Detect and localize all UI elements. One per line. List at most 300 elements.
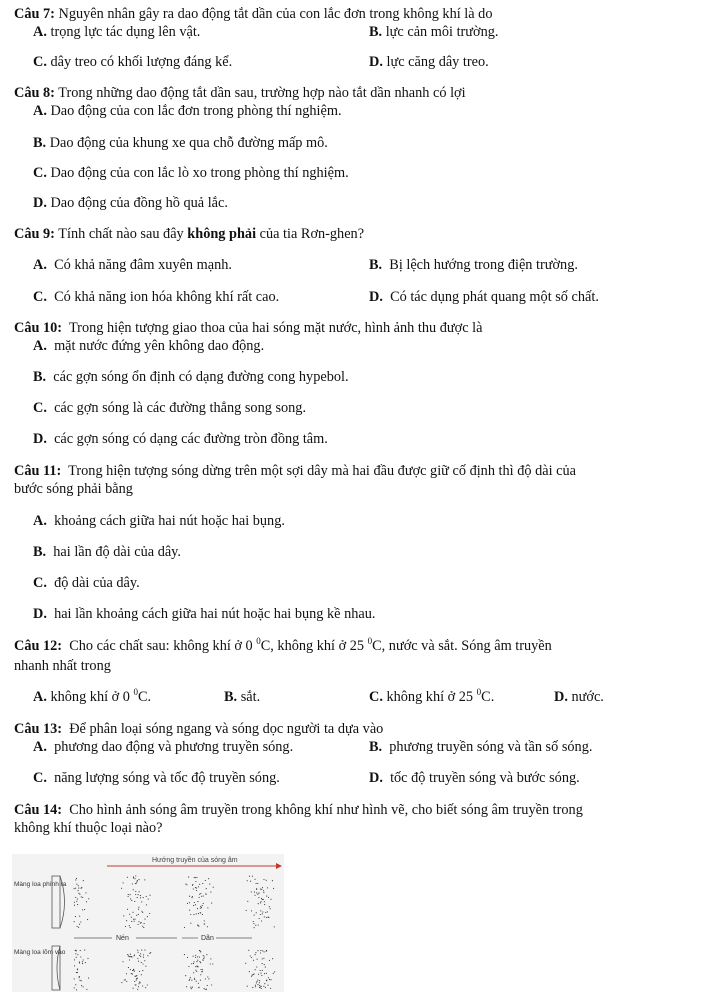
wave-particle (135, 984, 136, 985)
wave-particle (206, 989, 207, 990)
wave-particle (250, 881, 251, 882)
wave-particle (202, 971, 203, 972)
wave-particle (135, 883, 136, 884)
wave-particle (74, 905, 75, 906)
wave-particle (143, 927, 144, 928)
wave-particle (195, 881, 196, 882)
wave-particle (76, 957, 77, 958)
wave-particle (207, 976, 208, 977)
wave-particle (195, 966, 196, 967)
wave-particle (251, 910, 252, 911)
wave-particle (144, 950, 145, 951)
wave-particle (266, 896, 267, 897)
wave-particle (263, 958, 264, 959)
wave-particle (123, 882, 124, 883)
wave-particle (261, 901, 262, 902)
wave-particle (198, 926, 199, 927)
wave-particle (138, 924, 139, 925)
wave-particle (77, 904, 78, 905)
wave-particle (261, 988, 262, 989)
wave-particle (250, 955, 251, 956)
wave-particle (139, 971, 140, 972)
wave-particle (74, 888, 75, 889)
wave-particle (263, 892, 264, 893)
wave-particle (202, 883, 203, 884)
wave-particle (249, 876, 250, 877)
wave-particle (195, 887, 196, 888)
wave-particle (128, 896, 129, 897)
question-13-option-b: B. phương truyền sóng và tần số sóng. (369, 739, 593, 755)
question-7-stem: Câu 7: Nguyên nhân gây ra dao động tắt dần của con lắc đơn trong không khí là do (14, 6, 493, 22)
wave-particle (186, 884, 187, 885)
wave-particle (268, 977, 269, 978)
wave-particle (141, 950, 142, 951)
wave-particle (270, 988, 271, 989)
wave-particle (199, 897, 200, 898)
wave-particle (259, 918, 260, 919)
wave-particle (261, 986, 262, 987)
wave-particle (136, 978, 137, 979)
wave-particle (202, 905, 203, 906)
wave-particle (261, 889, 262, 890)
wave-particle (252, 876, 253, 877)
wave-particle (193, 963, 194, 964)
wave-particle (264, 916, 265, 917)
wave-particle (140, 956, 141, 957)
wave-particle (78, 888, 79, 889)
wave-particle (189, 979, 190, 980)
wave-particle (80, 956, 81, 957)
speaker-out-label: Màng loa phình ra (14, 881, 67, 888)
wave-particle (266, 880, 267, 881)
wave-particle (142, 970, 143, 971)
wave-particle (79, 977, 80, 978)
wave-particle (194, 902, 195, 903)
wave-particle (149, 895, 150, 896)
wave-particle (267, 985, 268, 986)
wave-particle (139, 955, 140, 956)
wave-particle (138, 986, 139, 987)
wave-particle (79, 924, 80, 925)
wave-particle (256, 912, 257, 913)
wave-particle (85, 962, 86, 963)
question-8-option-c: C. Dao động của con lắc lò xo trong phòng thí nghiệm. (33, 165, 349, 181)
wave-particle (201, 896, 202, 897)
wave-particle (128, 967, 129, 968)
wave-particle (193, 972, 194, 973)
wave-particle (206, 954, 207, 955)
wave-particle (253, 974, 254, 975)
question-13-option-a: A. phương dao động và phương truyền sóng. (33, 739, 294, 755)
wave-particle (200, 893, 201, 894)
wave-particle (83, 986, 84, 987)
wave-particle (133, 969, 134, 970)
wave-particle (261, 920, 262, 921)
wave-particle (254, 927, 255, 928)
wave-particle (138, 894, 139, 895)
wave-particle (256, 892, 257, 893)
wave-particle (252, 987, 253, 988)
wave-particle (207, 985, 208, 986)
wave-particle (133, 919, 134, 920)
wave-particle (133, 988, 134, 989)
wave-particle (128, 894, 129, 895)
wave-particle (185, 975, 186, 976)
wave-particle (140, 953, 141, 954)
wave-particle (253, 960, 254, 961)
wave-particle (259, 982, 260, 983)
wave-particle (137, 950, 138, 951)
wave-particle (80, 950, 81, 951)
wave-particle (75, 916, 76, 917)
question-7-option-d: D. lực căng dây treo. (369, 54, 489, 70)
wave-particle (78, 927, 79, 928)
question-8-option-d: D. Dao động của đồng hồ quả lắc. (33, 195, 228, 211)
wave-particle (267, 887, 268, 888)
wave-particle (130, 954, 131, 955)
wave-particle (124, 979, 125, 980)
wave-particle (144, 879, 145, 880)
wave-particle (197, 901, 198, 902)
rarefaction-label: Dãn (201, 935, 214, 942)
wave-particle (149, 953, 150, 954)
direction-label: Hướng truyền của sóng âm (152, 857, 238, 864)
wave-particle (265, 987, 266, 988)
wave-particle (265, 967, 266, 968)
wave-particle (204, 924, 205, 925)
wave-particle (191, 988, 192, 989)
wave-particle (133, 877, 134, 878)
wave-particle (262, 950, 263, 951)
wave-particle (87, 919, 88, 920)
wave-particle (246, 910, 247, 911)
wave-particle (125, 926, 126, 927)
wave-particle (273, 973, 274, 974)
wave-particle (257, 959, 258, 960)
wave-particle (247, 986, 248, 987)
wave-particle (264, 973, 265, 974)
wave-particle (74, 987, 75, 988)
wave-particle (262, 887, 263, 888)
wave-particle (147, 916, 148, 917)
wave-particle (131, 973, 132, 974)
question-9-option-c: C. Có khả năng ion hóa không khí rất cao. (33, 289, 280, 305)
wave-particle (247, 880, 248, 881)
wave-particle (83, 880, 84, 881)
wave-particle (212, 963, 213, 964)
wave-particle (75, 897, 76, 898)
wave-particle (75, 879, 76, 880)
wave-particle (129, 956, 130, 957)
wave-particle (257, 894, 258, 895)
wave-particle (198, 886, 199, 887)
wave-particle (200, 906, 201, 907)
wave-particle (145, 966, 146, 967)
question-9-stem: Câu 9: Tính chất nào sau đây không phải của tia Rơn-ghen? (14, 226, 365, 242)
wave-particle (138, 952, 139, 953)
wave-particle (197, 925, 198, 926)
wave-particle (203, 895, 204, 896)
question-10-option-d: D. các gợn sóng có dạng các đường tròn đồng tâm. (33, 431, 328, 447)
wave-particle (134, 954, 135, 955)
wave-particle (141, 962, 142, 963)
wave-particle (140, 897, 141, 898)
wave-particle (129, 925, 130, 926)
wave-particle (200, 969, 201, 970)
wave-particle (81, 887, 82, 888)
sound-wave-diagram (12, 854, 284, 992)
wave-particle (81, 985, 82, 986)
wave-particle (123, 915, 124, 916)
wave-particle (137, 881, 138, 882)
wave-particle (268, 897, 269, 898)
wave-particle (185, 883, 186, 884)
wave-particle (210, 958, 211, 959)
wave-particle (136, 975, 137, 976)
wave-particle (266, 917, 267, 918)
wave-particle (149, 913, 150, 914)
wave-particle (262, 913, 263, 914)
wave-particle (261, 898, 262, 899)
wave-particle (131, 917, 132, 918)
wave-particle (136, 915, 137, 916)
wave-particle (200, 974, 201, 975)
wave-particle (260, 950, 261, 951)
wave-particle (207, 926, 208, 927)
wave-particle (132, 883, 133, 884)
question-8-option-a: A. Dao động của con lắc đơn trong phòng thí nghiệm. (33, 103, 342, 119)
wave-particle (263, 986, 264, 987)
question-10-option-b: B. các gợn sóng ổn định có dạng đường cong hypebol. (33, 369, 349, 385)
wave-particle (266, 950, 267, 951)
wave-particle (274, 926, 275, 927)
wave-particle (262, 970, 263, 971)
wave-particle (192, 896, 193, 897)
wave-particle (137, 978, 138, 979)
sound-wave-figure (12, 854, 284, 992)
wave-particle (269, 906, 270, 907)
wave-particle (254, 915, 255, 916)
wave-particle (194, 979, 195, 980)
question-9-option-d: D. Có tác dụng phát quang một số chất. (369, 289, 599, 305)
wave-particle (259, 985, 260, 986)
wave-particle (270, 908, 271, 909)
wave-particle (262, 911, 263, 912)
wave-particle (135, 891, 136, 892)
wave-particle (135, 976, 136, 977)
wave-particle (196, 913, 197, 914)
wave-particle (254, 895, 255, 896)
wave-particle (130, 894, 131, 895)
wave-particle (257, 950, 258, 951)
wave-particle (136, 980, 137, 981)
wave-particle (77, 926, 78, 927)
wave-particle (266, 980, 267, 981)
wave-particle (188, 877, 189, 878)
wave-particle (121, 888, 122, 889)
wave-particle (82, 961, 83, 962)
wave-particle (257, 984, 258, 985)
wave-particle (134, 921, 135, 922)
wave-particle (190, 914, 191, 915)
wave-particle (258, 897, 259, 898)
wave-particle (195, 904, 196, 905)
wave-particle (142, 926, 143, 927)
wave-particle (198, 913, 199, 914)
wave-particle (74, 965, 75, 966)
wave-particle (213, 887, 214, 888)
wave-particle (196, 961, 197, 962)
wave-particle (187, 903, 188, 904)
wave-particle (257, 883, 258, 884)
wave-particle (245, 963, 246, 964)
wave-particle (254, 892, 255, 893)
wave-particle (76, 989, 77, 990)
wave-particle (144, 919, 145, 920)
wave-particle (132, 912, 133, 913)
wave-particle (127, 954, 128, 955)
wave-particle (130, 956, 131, 957)
wave-particle (208, 978, 209, 979)
wave-particle (194, 877, 195, 878)
wave-particle (135, 875, 136, 876)
wave-particle (78, 893, 79, 894)
wave-particle (259, 987, 260, 988)
wave-particle (138, 961, 139, 962)
wave-particle (203, 958, 204, 959)
wave-particle (251, 976, 252, 977)
wave-particle (260, 902, 261, 903)
wave-particle (202, 914, 203, 915)
wave-particle (199, 894, 200, 895)
wave-particle (79, 962, 80, 963)
wave-particle (79, 976, 80, 977)
wave-particle (198, 987, 199, 988)
wave-particle (195, 970, 196, 971)
wave-particle (134, 971, 135, 972)
wave-particle (197, 960, 198, 961)
wave-particle (251, 891, 252, 892)
wave-particle (199, 884, 200, 885)
wave-particle (77, 954, 78, 955)
wave-particle (272, 958, 273, 959)
wave-particle (200, 962, 201, 963)
wave-particle (263, 879, 264, 880)
wave-particle (207, 907, 208, 908)
wave-particle (193, 888, 194, 889)
wave-particle (147, 984, 148, 985)
wave-particle (77, 972, 78, 973)
wave-particle (193, 956, 194, 957)
wave-particle (141, 911, 142, 912)
wave-particle (81, 896, 82, 897)
wave-particle (75, 953, 76, 954)
wave-particle (76, 878, 77, 879)
wave-particle (258, 903, 259, 904)
wave-particle (137, 989, 138, 990)
wave-particle (74, 959, 75, 960)
wave-particle (136, 883, 137, 884)
question-12-stem-line1: Câu 12: Cho các chất sau: không khí ở 0 $^0$C, không khí ở 25 $^0$C, nước và sắt. Sóng âm truyền (14, 636, 552, 654)
wave-particle (129, 914, 130, 915)
wave-particle (77, 890, 78, 891)
wave-particle (200, 908, 201, 909)
wave-particle (264, 901, 265, 902)
wave-particle (211, 984, 212, 985)
wave-particle (76, 950, 77, 951)
question-10-option-a: A. mặt nước đứng yên không dao động. (33, 338, 265, 354)
question-12-option-c: C. không khí ở 25 $^0$C. (369, 687, 495, 705)
wave-particle (140, 895, 141, 896)
question-8-option-b: B. Dao động của khung xe qua chỗ đường mấp mô. (33, 135, 328, 151)
question-11-option-c: C. độ dài của dây. (33, 575, 140, 591)
wave-particle (190, 987, 191, 988)
wave-particle (205, 989, 206, 990)
wave-particle (147, 955, 148, 956)
wave-particle (269, 979, 270, 980)
wave-particle (274, 971, 275, 972)
wave-particle (77, 899, 78, 900)
wave-particle (201, 907, 202, 908)
wave-particle (196, 971, 197, 972)
wave-particle (196, 890, 197, 891)
wave-particle (193, 961, 194, 962)
wave-particle (264, 904, 265, 905)
wave-particle (186, 986, 187, 987)
speaker-in-label: Màng loa lõm vào (14, 949, 66, 956)
wave-particle (79, 894, 80, 895)
wave-particle (208, 878, 209, 879)
question-14-stem-line2: không khí thuộc loại nào? (14, 820, 163, 836)
wave-particle (82, 909, 83, 910)
wave-particle (197, 966, 198, 967)
wave-particle (200, 912, 201, 913)
question-14-stem-line1: Câu 14: Cho hình ảnh sóng âm truyền trong không khí như hình vẽ, cho biết sóng âm truyền trong (14, 802, 583, 818)
wave-particle (189, 980, 190, 981)
wave-particle (205, 978, 206, 979)
question-11-option-d: D. hai lần khoảng cách giữa hai nút hoặc hai bụng kề nhau. (33, 606, 376, 622)
wave-particle (140, 982, 141, 983)
wave-particle (138, 907, 139, 908)
wave-particle (258, 974, 259, 975)
wave-particle (196, 888, 197, 889)
wave-particle (84, 909, 85, 910)
wave-particle (79, 980, 80, 981)
wave-particle (134, 901, 135, 902)
wave-particle (204, 988, 205, 989)
question-11-option-b: B. hai lần độ dài của dây. (33, 544, 181, 560)
wave-particle (190, 923, 191, 924)
wave-particle (267, 911, 268, 912)
wave-particle (264, 964, 265, 965)
wave-particle (197, 908, 198, 909)
wave-particle (254, 879, 255, 880)
wave-particle (210, 963, 211, 964)
wave-particle (80, 921, 81, 922)
wave-particle (256, 982, 257, 983)
wave-particle (144, 923, 145, 924)
question-9-option-a: A. Có khả năng đâm xuyên mạnh. (33, 257, 232, 273)
wave-particle (76, 884, 77, 885)
wave-particle (127, 877, 128, 878)
wave-particle (263, 890, 264, 891)
wave-particle (74, 902, 75, 903)
wave-particle (200, 980, 201, 981)
wave-particle (206, 894, 207, 895)
wave-particle (142, 963, 143, 964)
wave-particle (74, 921, 75, 922)
wave-particle (86, 901, 87, 902)
